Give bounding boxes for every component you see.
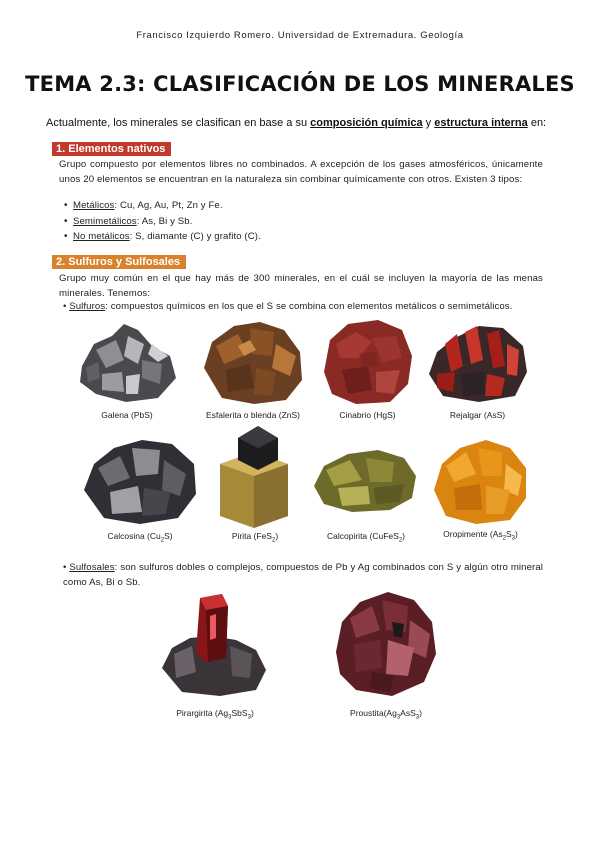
caption-pirita xyxy=(210,531,300,544)
formula-pre: Proustita(Ag xyxy=(350,708,397,718)
term-metalicos: Metálicos xyxy=(73,200,115,211)
formula-pre: Pirita (FeS xyxy=(231,531,272,541)
term-sulfosales: Sulfosales xyxy=(69,562,115,573)
calcopirita-image xyxy=(312,446,418,514)
caption-galena: Galena (PbS) xyxy=(101,410,153,420)
caption-calcosina xyxy=(80,531,200,544)
esfalerita-image xyxy=(198,316,308,406)
formula-post: ) xyxy=(402,531,405,541)
intro-mid: y xyxy=(422,117,435,129)
formula-pre: Oropimente (As xyxy=(443,529,503,539)
formula-sub: 3 xyxy=(396,714,401,721)
formula-sub: 2 xyxy=(502,535,506,542)
section1-paragraph: Grupo compuesto por elementos libres no combinados. A excepción de los gases atmosféricos, únicamente unos 20 elementos se encuentran en la naturaleza sin combinar químicamente con otros. Existen 3 tipos: xyxy=(59,159,543,185)
proustita-image xyxy=(332,588,438,700)
bullet-icon: • xyxy=(63,562,70,573)
formula-post: ) xyxy=(275,531,279,541)
formula-sub: 3 xyxy=(247,714,251,721)
caption-rejalgar: Rejalgar (AsS) xyxy=(449,410,506,420)
bullet-icon: • xyxy=(63,301,70,312)
intro-term-composicion: composición química xyxy=(310,117,423,129)
document-header: Francisco Izquierdo Romero. Universidad de Extremadura. Geología xyxy=(136,30,464,41)
formula-sub: 2 xyxy=(160,537,165,544)
galena-image xyxy=(72,316,182,404)
list-item xyxy=(63,198,533,214)
formula-post: ) xyxy=(250,708,254,718)
formula-sub: 3 xyxy=(228,714,232,721)
formula-pre: Calcosina (Cu xyxy=(107,531,161,541)
formula-mid: S xyxy=(506,529,512,539)
term-no-metalicos: No metálicos xyxy=(73,231,130,242)
item-text: : As, Bi y Sb. xyxy=(136,215,193,227)
formula-sub: 2 xyxy=(398,537,403,544)
list-item xyxy=(63,214,533,230)
pirita-image xyxy=(216,424,292,530)
section-heading-sulfuros-sulfosales: 2. Sulfuros y Sulfosales xyxy=(52,255,186,269)
pirargirita-image xyxy=(160,592,268,698)
intro-pre: Actualmente, los minerales se clasifican en base a su xyxy=(46,117,311,129)
formula-post: ) xyxy=(515,529,518,539)
item-text: : Cu, Ag, Au, Pt, Zn y Fe. xyxy=(114,200,223,211)
section2-paragraph: Grupo muy común en el que hay más de 300 minerales, en el cuál se incluyen la mayoría de las menas minerales. Tenemos: xyxy=(59,273,543,299)
list-item xyxy=(63,229,533,245)
formula-mid: SbS xyxy=(231,708,248,718)
rejalgar-image xyxy=(425,316,530,404)
formula-sub: 3 xyxy=(415,714,420,721)
formula-post: ) xyxy=(419,708,422,718)
nativos-type-list xyxy=(63,198,533,245)
caption-calcopirita xyxy=(310,531,422,544)
caption-oropimente xyxy=(428,529,533,542)
item-text: : S, diamante (C) y grafito (C). xyxy=(129,231,261,242)
term-sulfuros: Sulfuros xyxy=(69,301,106,312)
section-heading-elementos-nativos: 1. Elementos nativos xyxy=(52,142,171,156)
formula-mid: AsS xyxy=(400,708,416,718)
calcosina-image xyxy=(80,434,200,526)
intro-post: en: xyxy=(527,117,547,129)
intro-paragraph xyxy=(46,117,566,129)
cinabrio-image xyxy=(320,318,415,406)
sulfuros-bullet xyxy=(63,301,543,312)
intro-term-estructura: estructura interna xyxy=(434,117,528,129)
sulfosales-bullet xyxy=(63,560,543,590)
page-title: TEMA 2.3: CLASIFICACIÓN DE LOS MINERALES xyxy=(25,72,575,96)
sulfuros-text: : compuestos químicos en los que el S se combina con elementos metálicos o semimetálicos. xyxy=(105,301,513,312)
term-semimetalicos: Semimetálicos xyxy=(73,215,137,227)
sulfosales-text: : son sulfuros dobles o complejos, compuestos de Pb y Ag combinados con S y algún otro mineral como As, Bi o Sb. xyxy=(63,562,543,588)
caption-proustita xyxy=(330,708,442,721)
oropimente-image xyxy=(430,436,530,526)
formula-sub: 2 xyxy=(271,537,276,544)
caption-pirargirita xyxy=(150,708,280,721)
formula-pre: Calcopirita (CuFeS xyxy=(327,531,399,541)
formula-pre: Pirargirita (Ag xyxy=(176,708,229,718)
formula-sub: 3 xyxy=(511,535,516,542)
caption-esfalerita: Esfalerita o blenda (ZnS) xyxy=(205,410,301,420)
formula-post: S) xyxy=(164,531,173,541)
caption-cinabrio: Cinabrio (HgS) xyxy=(339,410,396,420)
